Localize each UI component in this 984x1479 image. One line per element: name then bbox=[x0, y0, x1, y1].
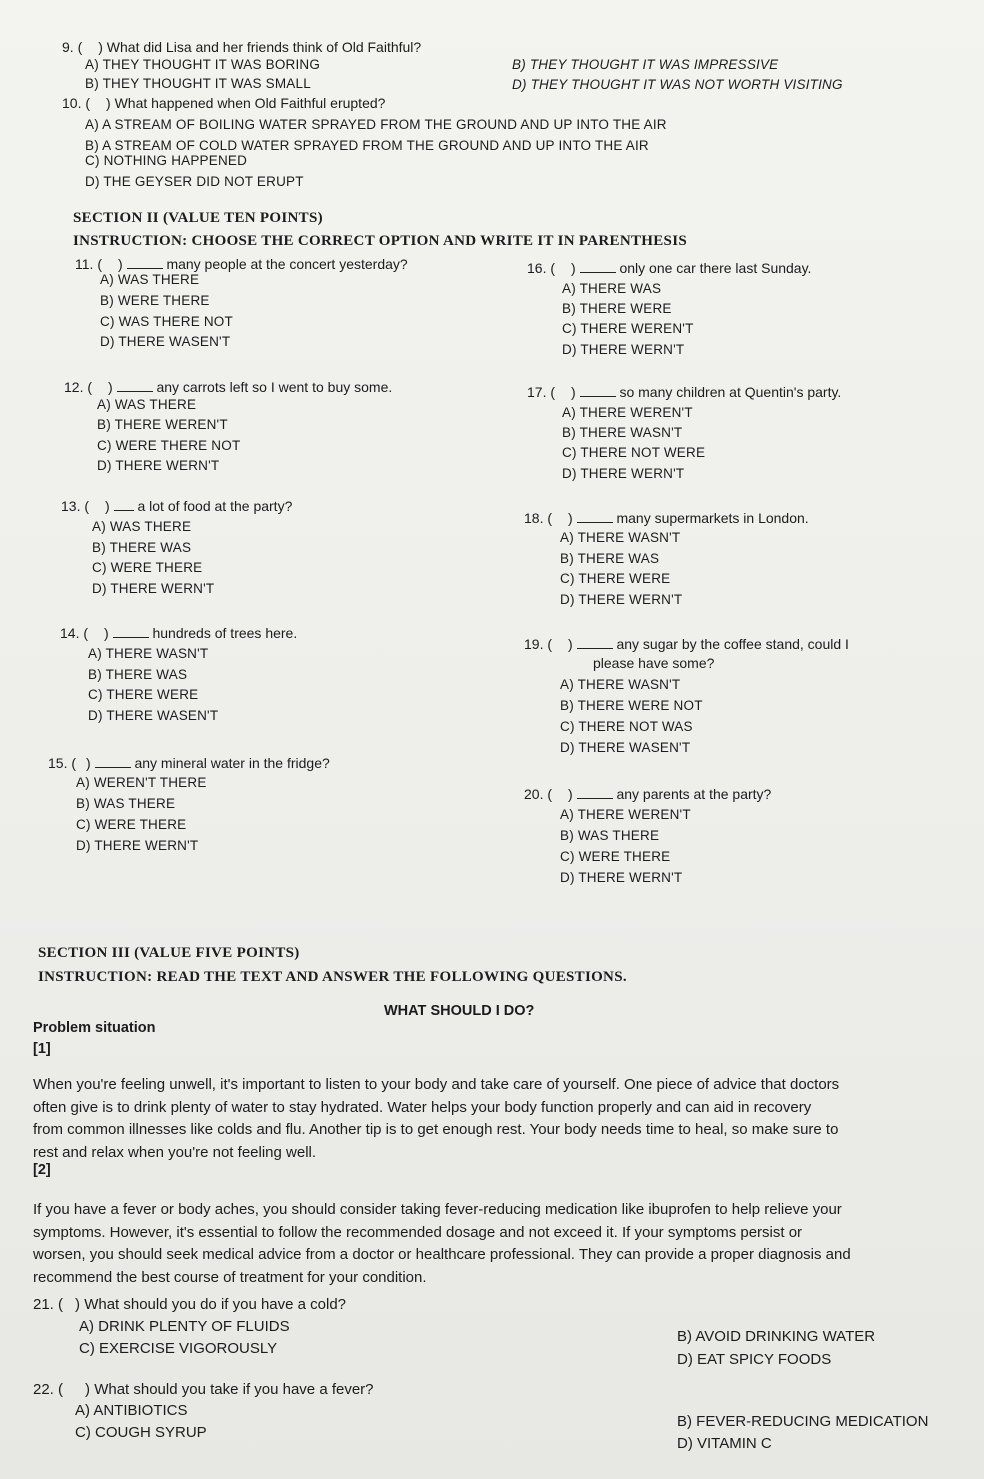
paragraph-line: recommend the best course of treatment for your condition. bbox=[33, 1268, 427, 1286]
question-number: 18. ( bbox=[524, 510, 553, 526]
question-12 bbox=[64, 379, 392, 396]
question-19-line-2: please have some? bbox=[593, 655, 715, 671]
option-d: D) THE GEYSER DID NOT ERUPT bbox=[85, 174, 304, 189]
section-2-title: SECTION II (VALUE TEN POINTS) bbox=[73, 210, 323, 226]
option-c: C) WERE THERE bbox=[560, 849, 671, 864]
question-text: What did Lisa and her friends think of Old Faithful? bbox=[106, 39, 422, 55]
question-number: 12. ( bbox=[64, 379, 93, 395]
section-3-title: SECTION III (VALUE FIVE POINTS) bbox=[38, 945, 300, 961]
question-text: any sugar by the coffee stand, could I bbox=[616, 636, 849, 652]
question-number: 20. ( bbox=[524, 786, 553, 802]
question-19 bbox=[524, 636, 849, 653]
answer-paren: ) bbox=[571, 384, 576, 400]
option-c: C) WAS THERE NOT bbox=[100, 314, 233, 329]
option-b: B) WERE THERE bbox=[100, 293, 210, 308]
question-14 bbox=[60, 625, 297, 642]
question-number: 16. ( bbox=[527, 260, 556, 276]
paragraph-line: If you have a fever or body aches, you should consider taking fever-reducing medication like ibuprofen to help relieve your bbox=[33, 1201, 842, 1218]
question-number: 13. ( bbox=[61, 498, 90, 514]
answer-blank bbox=[114, 498, 134, 511]
question-10 bbox=[62, 95, 385, 112]
option-d: D) EAT SPICY FOODS bbox=[677, 1351, 832, 1368]
option-b: B) THERE WERE bbox=[562, 301, 672, 316]
answer-paren: ) bbox=[75, 1296, 81, 1313]
answer-paren: ) bbox=[105, 498, 110, 514]
question-text: any parents at the party? bbox=[616, 786, 772, 802]
option-a: A) DRINK PLENTY OF FLUIDS bbox=[79, 1318, 290, 1335]
option-b: B) WAS THERE bbox=[76, 796, 176, 811]
option-c: C) THERE NOT WAS bbox=[560, 719, 693, 734]
option-c: C) COUGH SYRUP bbox=[75, 1424, 207, 1441]
option-c: C) EXERCISE VIGOROUSLY bbox=[79, 1340, 278, 1357]
question-17 bbox=[527, 384, 841, 401]
question-number: 10. ( bbox=[62, 95, 91, 111]
option-d: D) THERE WASEN'T bbox=[560, 740, 691, 755]
option-d: D) THERE WERN'T bbox=[560, 592, 683, 607]
paragraph-line: worsen, you should seek medical advice from a doctor or healthcare professional. They can provide a proper diagnosis and bbox=[33, 1246, 851, 1263]
paragraph-1 bbox=[33, 1074, 955, 1164]
question-9 bbox=[62, 39, 421, 56]
option-a: A) WAS THERE bbox=[100, 272, 200, 287]
question-number: 9. ( bbox=[62, 39, 83, 55]
option-d: D) THERE WERN'T bbox=[97, 458, 220, 473]
question-number: 22. ( bbox=[33, 1381, 64, 1398]
option-a: A) WAS THERE bbox=[97, 397, 197, 412]
answer-blank bbox=[95, 755, 131, 768]
option-a: A) THERE WEREN'T bbox=[560, 807, 691, 822]
option-c: C) THERE WEREN'T bbox=[562, 321, 694, 336]
option-c: C) WERE THERE bbox=[92, 560, 203, 575]
question-text: many supermarkets in London. bbox=[616, 510, 809, 526]
paragraph-line: from common illnesses like colds and flu. Another tip is to get enough rest. Your body needs time to heal, so make sure to bbox=[33, 1121, 839, 1138]
option-b: B) THEY THOUGHT IT WAS SMALL bbox=[85, 76, 311, 91]
option-d: D) THERE WERN'T bbox=[562, 466, 685, 481]
question-13 bbox=[61, 498, 292, 515]
question-22 bbox=[33, 1381, 374, 1398]
question-text: hundreds of trees here. bbox=[152, 625, 298, 641]
option-a: A) THERE WAS bbox=[562, 281, 662, 296]
answer-paren: ) bbox=[568, 510, 573, 526]
question-text: many people at the concert yesterday? bbox=[166, 256, 408, 272]
paragraph-line: When you're feeling unwell, it's important to listen to your body and take care of yourself. One piece of advice that doctors bbox=[33, 1076, 840, 1093]
option-a: A) A STREAM OF BOILING WATER SPRAYED FROM THE GROUND AND UP INTO THE AIR bbox=[85, 117, 667, 132]
question-21 bbox=[33, 1296, 346, 1313]
question-text: any mineral water in the fridge? bbox=[134, 755, 330, 771]
option-d: D) THERE WERN'T bbox=[92, 581, 215, 596]
answer-blank bbox=[580, 260, 616, 273]
option-b: B) THERE WERE NOT bbox=[560, 698, 703, 713]
answer-blank bbox=[113, 625, 149, 638]
option-d: D) VITAMIN C bbox=[677, 1435, 772, 1452]
question-20 bbox=[524, 786, 771, 803]
question-number: 11. ( bbox=[75, 256, 102, 272]
question-number: 15. ( bbox=[48, 755, 77, 771]
question-text: only one car there last Sunday. bbox=[619, 260, 812, 276]
answer-paren: ) bbox=[117, 256, 123, 272]
paragraph-line: rest and relax when you're not feeling well. bbox=[33, 1143, 317, 1161]
section-3-instruction: INSTRUCTION: READ THE TEXT AND ANSWER THE FOLLOWING QUESTIONS. bbox=[38, 969, 627, 985]
option-c: C) WERE THERE bbox=[76, 817, 187, 832]
option-b: B) WAS THERE bbox=[560, 828, 660, 843]
answer-paren: ) bbox=[568, 636, 573, 652]
option-b: B) FEVER-REDUCING MEDICATION bbox=[677, 1413, 929, 1430]
question-16 bbox=[527, 260, 811, 277]
answer-paren: ) bbox=[86, 755, 91, 771]
reading-subtitle: Problem situation bbox=[33, 1020, 156, 1036]
answer-paren: ) bbox=[98, 39, 103, 55]
option-b: B) AVOID DRINKING WATER bbox=[677, 1328, 876, 1345]
answer-blank bbox=[117, 379, 153, 392]
reading-title: WHAT SHOULD I DO? bbox=[384, 1003, 535, 1019]
answer-paren: ) bbox=[106, 95, 111, 111]
question-text: What should you take if you have a fever? bbox=[94, 1381, 374, 1398]
paragraph-1-label: [1] bbox=[33, 1041, 51, 1057]
option-b: B) THERE WAS bbox=[88, 667, 188, 682]
option-a: A) THERE WASN'T bbox=[560, 530, 681, 545]
answer-paren: ) bbox=[571, 260, 576, 276]
question-number: 19. ( bbox=[524, 636, 553, 652]
option-c: B) THEY THOUGHT IT WAS IMPRESSIVE bbox=[512, 57, 779, 72]
option-b: B) THERE WEREN'T bbox=[97, 417, 228, 432]
paragraph-line: often give is to drink plenty of water to stay hydrated. Water helps your body function properly and can aid in recovery bbox=[33, 1098, 812, 1116]
option-d: D) THERE WASEN'T bbox=[100, 334, 231, 349]
paragraph-line: symptoms. However, it's essential to follow the recommended dosage and not exceed it. If your symptoms persist or bbox=[33, 1223, 803, 1241]
option-b: B) THERE WAS bbox=[92, 540, 192, 555]
question-text: so many children at Quentin's party. bbox=[619, 384, 842, 400]
answer-blank bbox=[577, 786, 613, 799]
answer-paren: ) bbox=[108, 379, 113, 395]
option-d: D) THERE WASEN'T bbox=[88, 708, 219, 723]
option-c: C) WERE THERE NOT bbox=[97, 438, 241, 453]
question-text: What happened when Old Faithful erupted? bbox=[114, 95, 386, 111]
option-a: A) WEREN'T THERE bbox=[76, 775, 207, 790]
option-a: A) THERE WEREN'T bbox=[562, 405, 693, 420]
option-a: A) THERE WASN'T bbox=[88, 646, 209, 661]
option-d: D) THERE WERN'T bbox=[76, 838, 199, 853]
option-a: A) THERE WASN'T bbox=[560, 677, 681, 692]
question-number: 14. ( bbox=[60, 625, 89, 641]
option-c: C) THERE NOT WERE bbox=[562, 445, 706, 460]
option-b: B) A STREAM OF COLD WATER SPRAYED FROM THE GROUND AND UP INTO THE AIR bbox=[85, 138, 649, 153]
question-number: 17. ( bbox=[527, 384, 556, 400]
option-b: B) THERE WAS bbox=[560, 551, 660, 566]
answer-paren: ) bbox=[85, 1381, 91, 1398]
paragraph-2 bbox=[33, 1199, 955, 1289]
option-a: A) WAS THERE bbox=[92, 519, 192, 534]
answer-paren: ) bbox=[104, 625, 109, 641]
question-text: any carrots left so I went to buy some. bbox=[156, 379, 393, 395]
question-number: 21. ( bbox=[33, 1296, 64, 1313]
option-a: A) THEY THOUGHT IT WAS BORING bbox=[85, 57, 321, 72]
section-2-instruction: INSTRUCTION: CHOOSE THE CORRECT OPTION AND WRITE IT IN PARENTHESIS bbox=[73, 233, 687, 249]
option-b: B) THERE WASN'T bbox=[562, 425, 683, 440]
answer-blank bbox=[127, 256, 163, 269]
question-text: a lot of food at the party? bbox=[137, 498, 293, 514]
option-d: D) THERE WERN'T bbox=[560, 870, 683, 885]
question-text: What should you do if you have a cold? bbox=[84, 1296, 347, 1313]
answer-paren: ) bbox=[568, 786, 573, 802]
option-d: D) THERE WERN'T bbox=[562, 342, 685, 357]
option-d: D) THEY THOUGHT IT WAS NOT WORTH VISITING bbox=[512, 77, 843, 92]
option-c: C) NOTHING HAPPENED bbox=[85, 153, 248, 168]
option-c: C) THERE WERE bbox=[88, 687, 199, 702]
option-a: A) ANTIBIOTICS bbox=[75, 1402, 188, 1419]
answer-blank bbox=[580, 384, 616, 397]
question-18 bbox=[524, 510, 809, 527]
answer-blank bbox=[577, 510, 613, 523]
option-c: C) THERE WERE bbox=[560, 571, 671, 586]
question-15 bbox=[48, 755, 330, 772]
paragraph-2-label: [2] bbox=[33, 1162, 51, 1178]
answer-blank bbox=[577, 636, 613, 649]
